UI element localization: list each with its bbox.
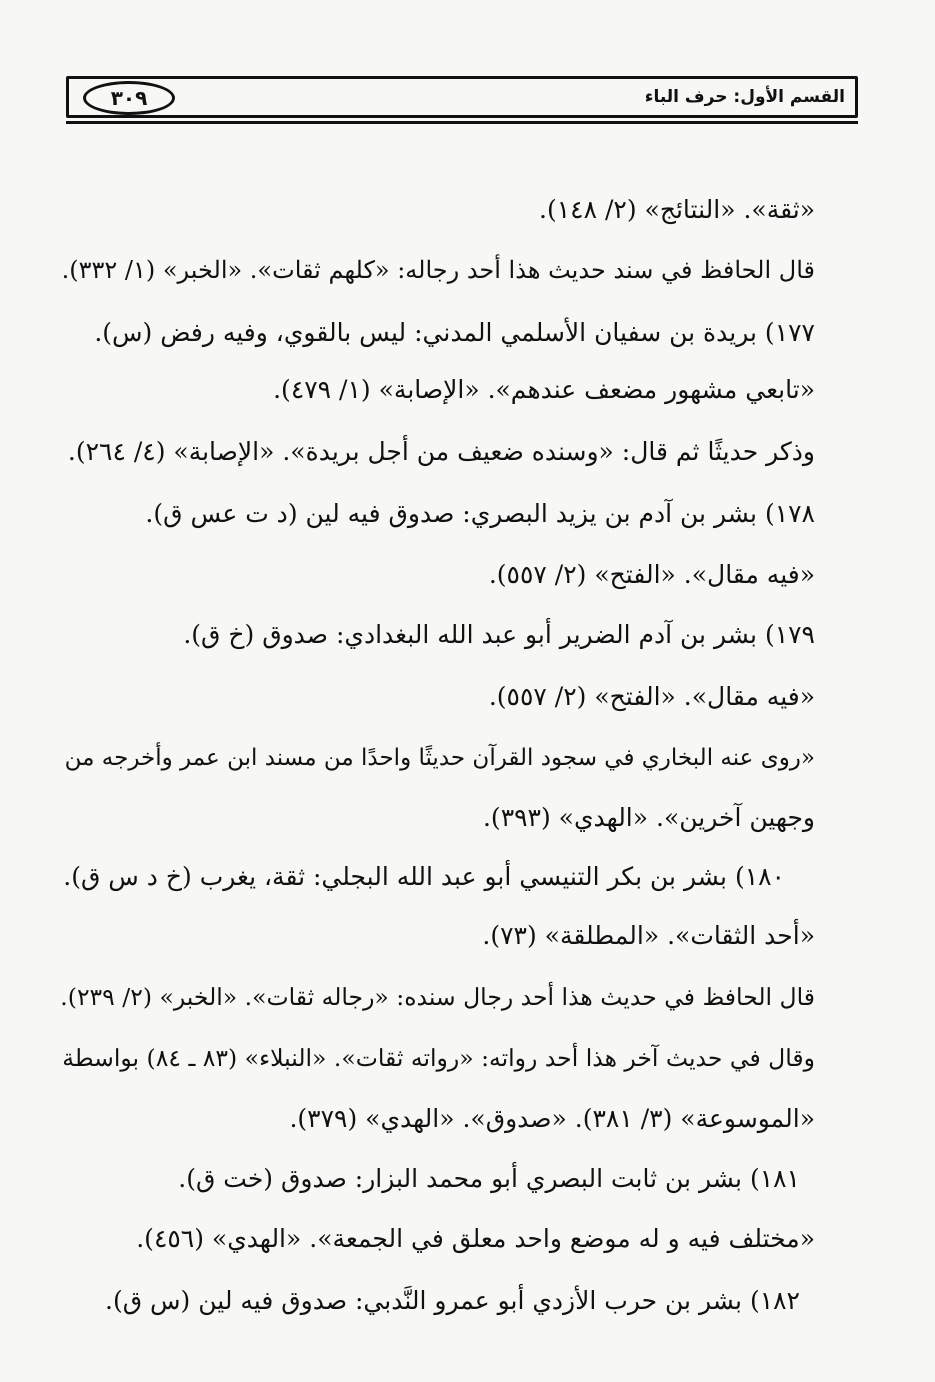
entry-182: ١٨٢) بشر بن حرب الأزدي أبو عمرو النَّدبي: صدوق فيه لين (س ق). [105,1286,800,1315]
entry-178: ١٧٨) بشر بن آدم بن يزيد البصري: صدوق فيه لين (د ت عس ق). [145,499,815,528]
header-rule [66,121,858,124]
text-line: «فيه مقال». «الفتح» (٢/ ٥٥٧). [488,682,815,711]
text-line: «تابعي مشهور مضعف عندهم». «الإصابة» (١/ ٤٧٩). [273,375,815,404]
text-line: «أحد الثقات». «المطلقة» (٧٣). [482,921,815,950]
entry-180: ١٨٠) بشر بن بكر التنيسي أبو عبد الله البجلي: ثقة، يغرب (خ د س ق). [63,862,785,891]
text-line: «مختلف فيه و له موضع واحد معلق في الجمعة». «الهدي» (٤٥٦). [136,1224,815,1253]
page-header [66,76,858,118]
entry-177: ١٧٧) بريدة بن سفيان الأسلمي المدني: ليس بالقوي، وفيه رفض (س). [94,318,815,347]
text-line: «فيه مقال». «الفتح» (٢/ ٥٥٧). [488,560,815,589]
text-line: «ثقة». «النتائج» (٢/ ١٤٨). [539,195,815,224]
entry-181: ١٨١) بشر بن ثابت البصري أبو محمد البزار: صدوق (خت ق). [178,1164,800,1193]
text-line: قال الحافظ في حديث هذا أحد رجال سنده: «رجاله ثقات». «الخبر» (٢/ ٢٣٩). [60,983,815,1011]
page-number-badge: ٣٠٩ [83,81,175,115]
text-line: «الموسوعة» (٣/ ٣٨١). «صدوق». «الهدي» (٣٧٩). [289,1104,815,1133]
text-line: وقال في حديث آخر هذا أحد رواته: «رواته ثقات». «النبلاء» (٨٣ ـ ٨٤) بواسطة [62,1044,815,1072]
chapter-title: القسم الأول: حرف الباء [644,87,845,107]
text-line: «روى عنه البخاري في سجود القرآن حديثًا واحدًا من مسند ابن عمر وأخرجه من [64,745,815,771]
text-line: وذكر حديثًا ثم قال: «وسنده ضعيف من أجل بريدة». «الإصابة» (٤/ ٢٦٤). [67,437,815,466]
entry-179: ١٧٩) بشر بن آدم الضرير أبو عبد الله البغدادي: صدوق (خ ق). [183,620,815,649]
text-line: قال الحافظ في سند حديث هذا أحد رجاله: «كلهم ثقات». «الخبر» (١/ ٣٣٢). [61,256,815,284]
text-line: وجهين آخرين». «الهدي» (٣٩٣). [482,803,815,832]
